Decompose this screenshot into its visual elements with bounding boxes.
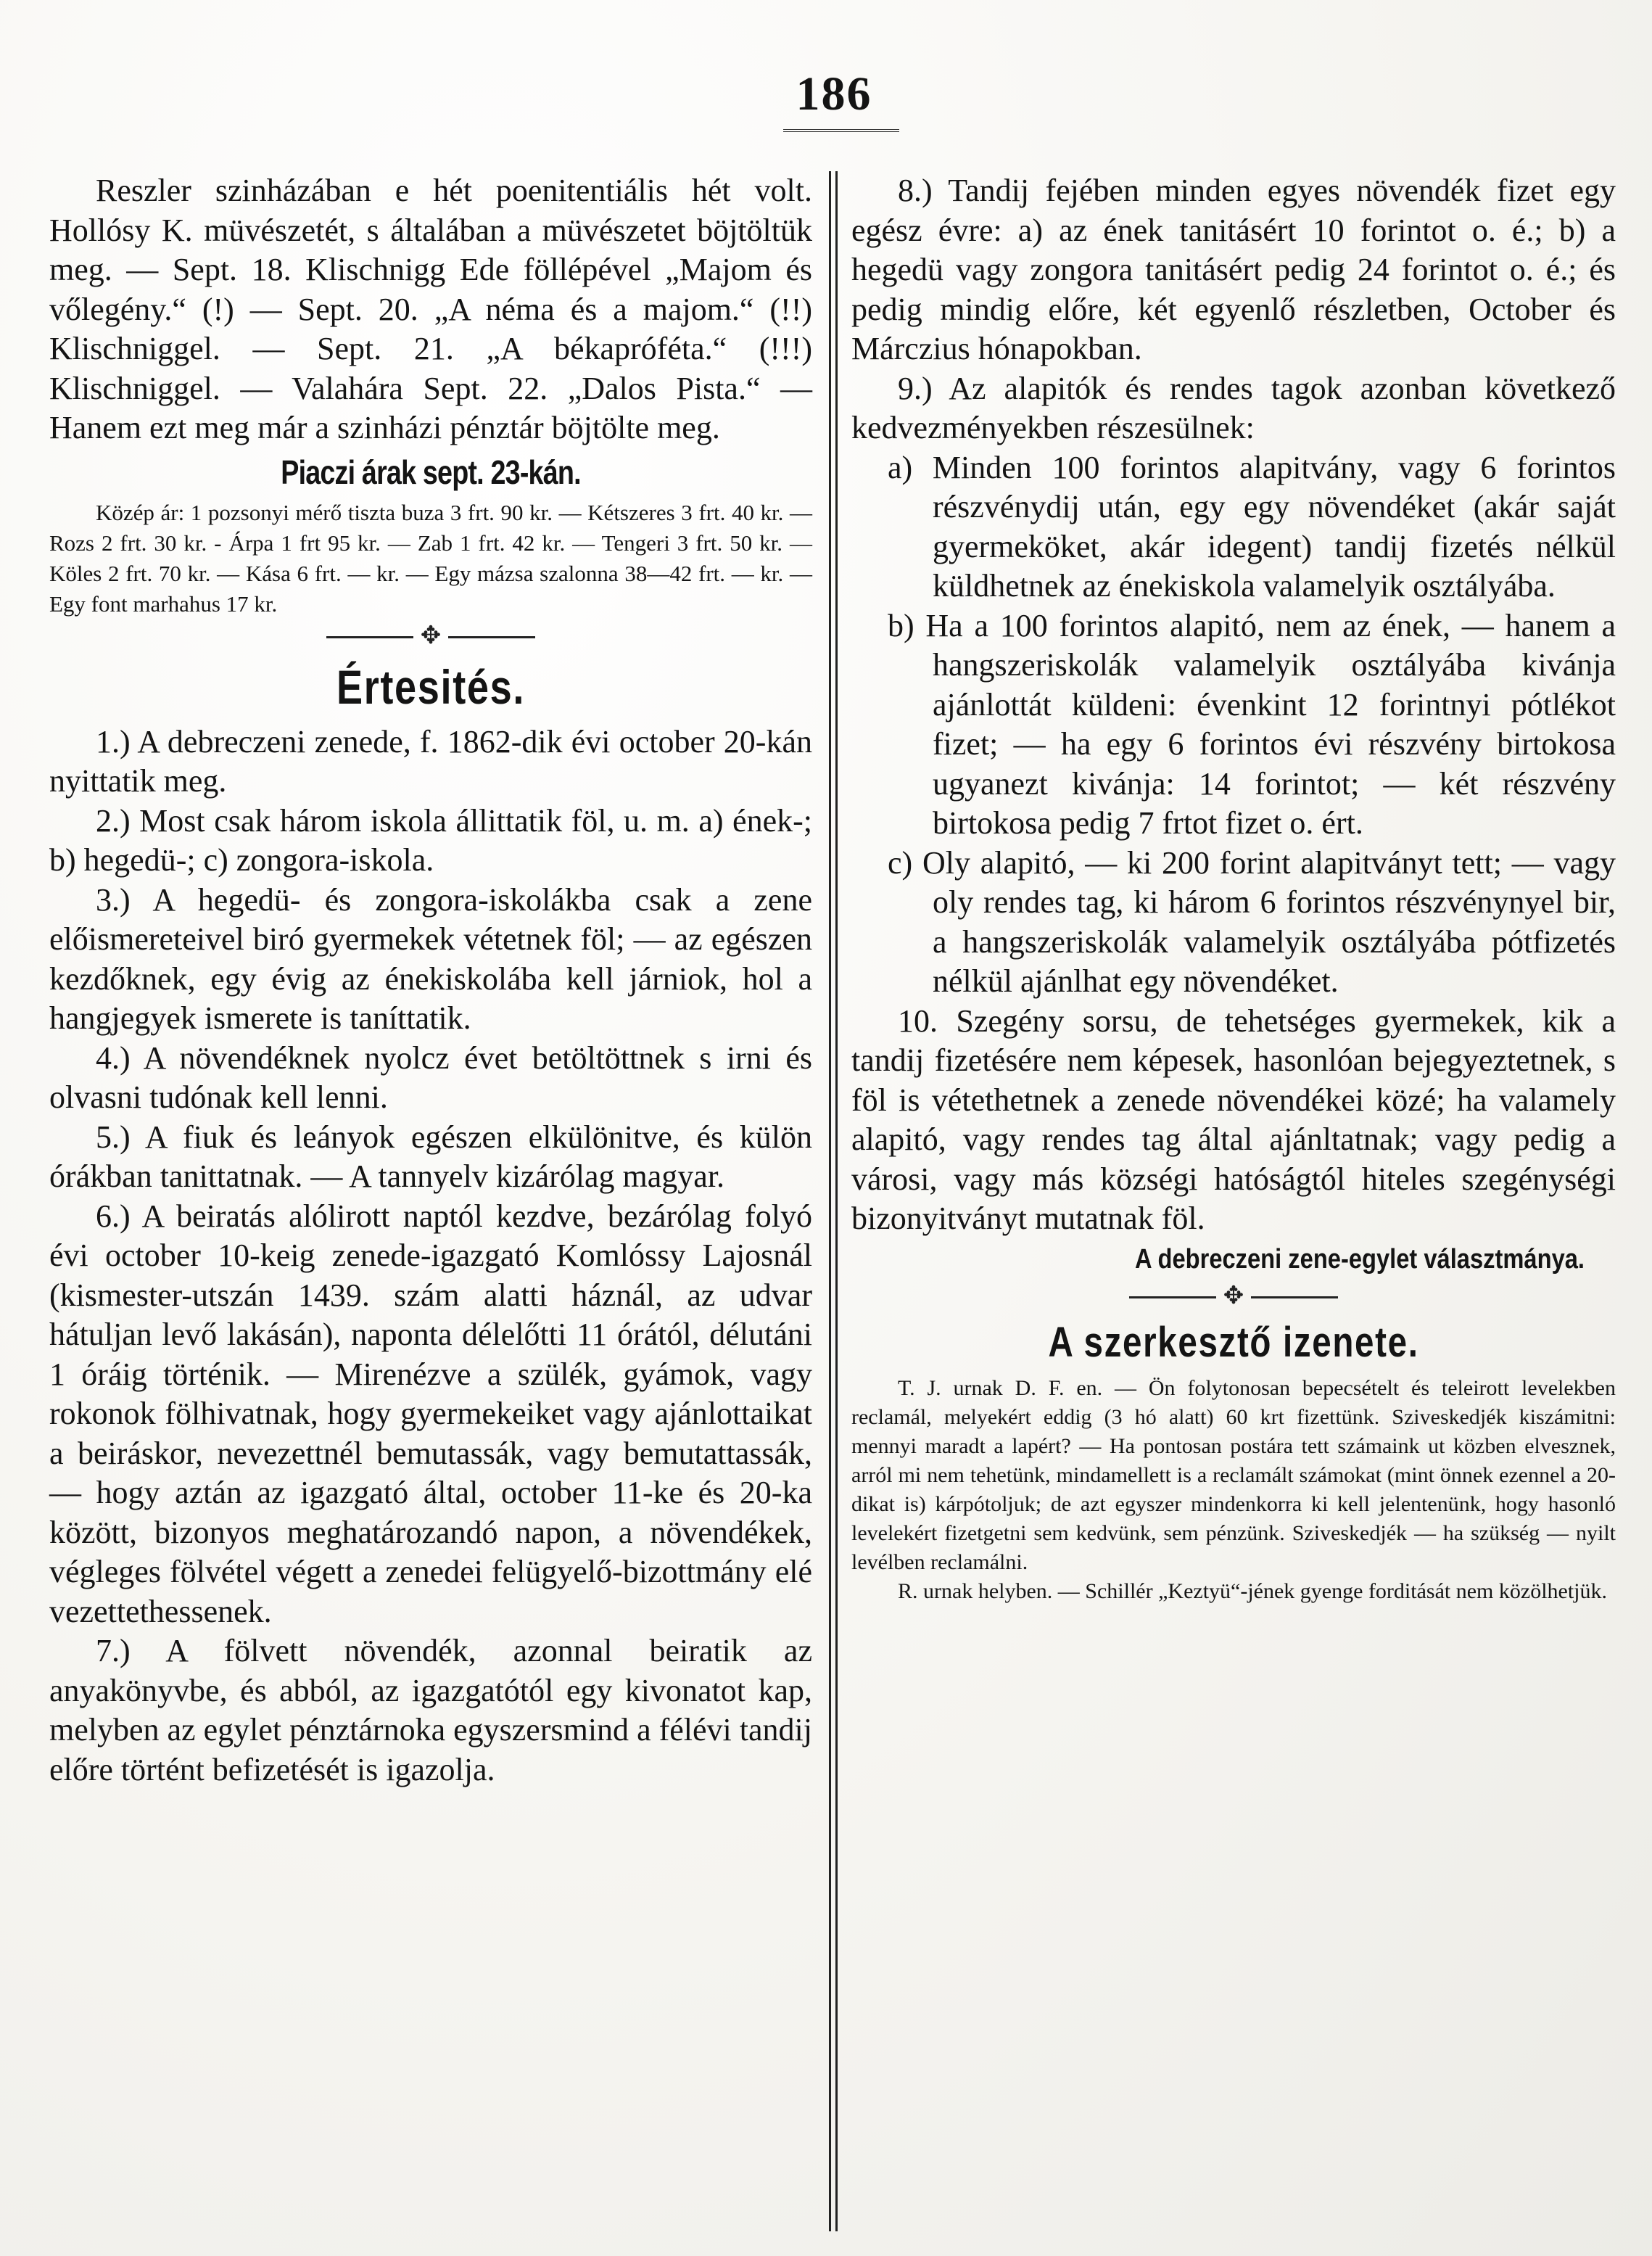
notice-item-5: 5.) A fiuk és leányok egészen elkülönitve, és külön órákban tanittatnak. — A tannyelv kizárólag magyar.	[49, 1119, 812, 1194]
editor-reply-2: R. urnak helyben. — Schillér „Keztyü“-jének gyenge forditását nem közölhetjük.	[898, 1578, 1608, 1603]
notice-item-3: 3.) A hegedü- és zongora-iskolákba csak a zene előismereteivel biró gyermekek vétetnek föl; — az egészen kezdőknek, egy évig az énekiskolába kell járniok, hol a hangjegyek ismerete is taníttatik.	[49, 881, 812, 1036]
committee-signature: A debreczeni zene-egylet választmánya.	[1135, 1243, 1585, 1275]
notice-heading: Értesités.	[336, 659, 526, 714]
notice-item-9a: a) Minden 100 forintos alapitvány, vagy 6 forintos részvénydij után, egy egy növendéket (akár saját gyermeköket, akár idegent) tandij fizetés nélkül küldhetnek az énekiskola valamelyik osztályába.	[888, 449, 1616, 604]
column-divider	[829, 171, 838, 2231]
market-prices-heading: Piaczi árak sept. 23-kán.	[281, 453, 581, 491]
editor-message-heading: A szerkesztő izenete.	[1048, 1318, 1419, 1366]
notice-item-9-intro: 9.) Az alapitók és rendes tagok azonban következő kedvezményekben részesülnek:	[851, 370, 1616, 445]
notice-item-2: 2.) Most csak három iskola állittatik föl, u. m. a) ének-; b) hegedü-; c) zongora-iskola.	[49, 802, 812, 878]
notice-item-9b: b) Ha a 100 forintos alapitó, nem az ének, — hanem a hangszeriskolák valamelyik osztályába kivánja ajánlottát küldeni: évenkint 12 forintnyi pótlékot fizet; — ha egy 6 forintos évi részvény birtokosa ugyanezt kivánja: 14 forintot; — két részvény birtokosa pedig 7 frtot fizet o. ért.	[888, 607, 1616, 841]
notice-item-7: 7.) A fölvett növendék, azonnal beiratik az anyakönyvbe, és abból, az igazgatótól egy kivonatot kap, melyben az egylet pénztárnoka egyszersmind a félévi tandij előre történt befizetését is igazolja.	[49, 1633, 812, 1787]
right-column	[851, 171, 1616, 1606]
page-number-underline	[783, 125, 899, 132]
ornament-divider-2: ✥	[851, 1283, 1616, 1310]
theatre-report: Reszler szinházában e hét poenitentiális hét volt. Hollósy K. müvészetét, s általában a müvészetet böjtöltük meg. — Sept. 18. Klischnigg Ede föllépével „Majom és vőlegény.“ (!) — Sept. 20. „A néma és a majom.“ (!!) Klischniggel. — Sept. 21. „A békapróféta.“ (!!!) Klischniggel. — Valahára Sept. 22. „Dalos Pista.“ — Hanem ezt meg már a szinházi pénztár böjtölte meg.	[49, 173, 812, 445]
page-number: 186	[796, 67, 872, 120]
notice-item-8: 8.) Tandij fejében minden egyes növendék fizet egy egész évre: a) az ének tanitásért 10 forintot o. é.; b) a hegedü vagy zongora tanitásért pedig 24 forintot o. é.; és pedig mindig előre, két egyenlő részletben, October és Márczius hónapokban.	[851, 173, 1616, 366]
market-prices-text: Közép ár: 1 pozsonyi mérő tiszta buza 3 frt. 90 kr. — Kétszeres 3 frt. 40 kr. — Rozs 2 frt. 30 kr. - Árpa 1 frt 95 kr. — Zab 1 frt. 42 kr. — Tengeri 3 frt. 50 kr. — Köles 2 frt. 70 kr. — Kása 6 frt. — kr. — Egy mázsa szalonna 38—42 frt. — kr. — Egy font marhahus 17 kr.	[49, 499, 812, 617]
left-column	[49, 171, 812, 1790]
notice-item-6: 6.) A beiratás alólirott naptól kezdve, bezárólag folyó évi october 10-keig zenede-igazgató Komlóssy Lajosnál (kismester-utszán 1439. szám alatti háznál, az udvar hátuljan levő lakásán), naponta délelőtti 11 órától, délutáni 1 óráig történik. — Mirenézve a szülék, gyámok, vagy rokonok fölhivatnak, hogy gyermekeiket vagy ajánlottaikat a beiráskor, nevezettnél bemutassák, vagy bemutattassák, — hogy aztán az igazgató által, october 11-ke és 20-ka között, bizonyos meghatározandó napon, a növendékek, végleges fölvétel végett a zenedei felügyelő-bizottmány elé vezettethessenek.	[49, 1198, 812, 1629]
notice-item-1: 1.) A debreczeni zenede, f. 1862-dik évi october 20-kán nyittatik meg.	[49, 723, 812, 799]
editor-reply-1: T. J. urnak D. F. en. — Ön folytonosan bepecsételt és teleirott levelekben reclamál, melyekért eddig (3 hó alatt) 60 krt fizettünk. Sziveskedjék kiszámitni: mennyi maradt a lapért? — Ha pontosan postára tett számaink ut közben elvesznek, arról mi nem tehetünk, mindamellett is a reclamált számokat (mint önnek ezennel a 20-dikat is) kárpótoljuk; de azt egyszer mindenkorra ki kell jelentenünk, hogy hasonló levelekért fizetgetni sem kedvünk, sem pénzünk. Sziveskedjék — ha szükség — nyilt levélben reclamálni.	[851, 1375, 1616, 1574]
notice-item-9c: c) Oly alapitó, — ki 200 forint alapitványt tett; — vagy oly rendes tag, ki három 6 forintos részvénynyel bir, a hangszeriskolák valamelyik osztályába pótfizetés nélkül ajánlhat egy növendéket.	[888, 844, 1616, 999]
notice-item-10: 10. Szegény sorsu, de tehetséges gyermekek, kik a tandij fizetésére nem képesek, hasonlóan bejegyeztetnek, s föl is vétethetnek a zenede növendékei közé; ha valamely alapitó, vagy rendes tag által ajánltatnak; vagy pedig a városi, vagy más községi hatóságtól hiteles szegénységi bizonyitványt mutatnak föl.	[851, 1003, 1616, 1236]
notice-item-4: 4.) A növendéknek nyolcz évet betöltöttnek s irni és olvasni tudónak kell lenni.	[49, 1040, 812, 1115]
ornament-divider: ✥	[49, 622, 812, 650]
